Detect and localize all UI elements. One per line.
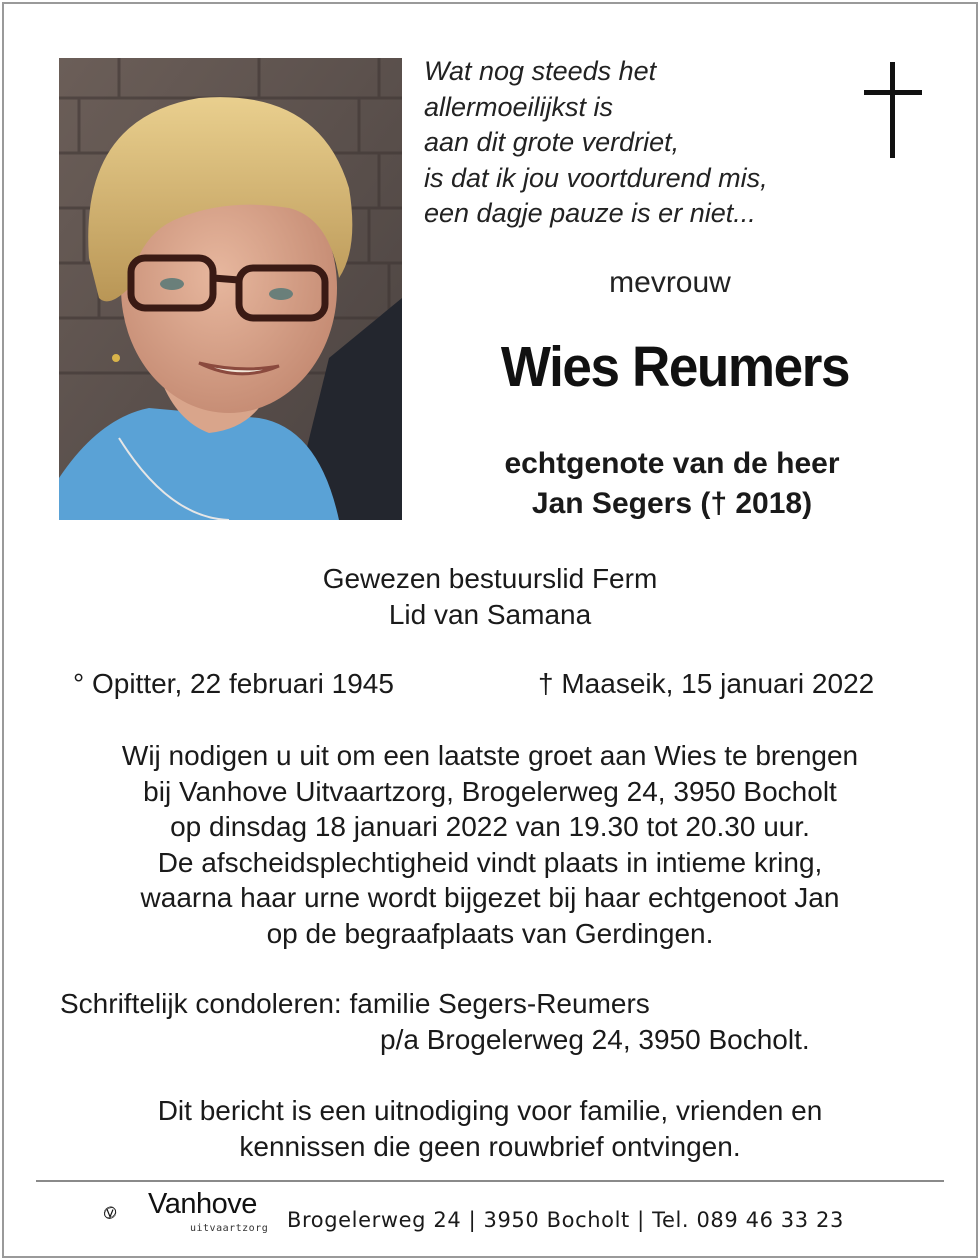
invitation-text xyxy=(0,738,980,951)
invitation-line: waarna haar urne wordt bijgezet bij haar echtgenoot Jan xyxy=(140,882,840,913)
notice-text xyxy=(0,1093,980,1164)
spouse-line: echtgenote van de heer xyxy=(504,447,840,480)
condolences-label: Schriftelijk condoleren: xyxy=(60,988,342,1019)
spouse-line: Jan Segers († 2018) xyxy=(531,487,813,520)
condolences xyxy=(60,986,810,1057)
poem-line: een dagje pauze is er niet... xyxy=(424,198,756,228)
condolences-address: p/a Brogelerweg 24, 3950 Bocholt. xyxy=(380,1023,810,1055)
birth-date: ° Opitter, 22 februari 1945 xyxy=(73,668,394,699)
cross-icon xyxy=(864,62,922,158)
poem-line: Wat nog steeds het xyxy=(424,56,657,86)
deceased-title: mevrouw xyxy=(609,266,731,299)
invitation-line: Wij nodigen u uit om een laatste groet aan Wies te brengen xyxy=(121,740,859,771)
footer-divider xyxy=(36,1180,944,1182)
notice-line: Dit bericht is een uitnodiging voor familie, vrienden en xyxy=(157,1095,823,1126)
condolences-name: familie Segers-Reumers xyxy=(349,988,650,1019)
spouse-info xyxy=(430,444,914,524)
membership-line: Gewezen bestuurslid Ferm xyxy=(322,563,658,594)
poem-line: allermoeilijkst is xyxy=(424,91,614,122)
memberships xyxy=(0,561,980,632)
membership-line: Lid van Samana xyxy=(388,598,592,630)
invitation-line: op de begraafplaats van Gerdingen. xyxy=(266,917,714,949)
logo-subtitle: uitvaartzorg xyxy=(190,1223,269,1234)
deceased-name: Wies Reumers xyxy=(500,335,850,399)
vanhove-logo-icon xyxy=(103,1188,153,1238)
portrait-photo xyxy=(59,58,402,520)
death-date: † Maaseik, 15 januari 2022 xyxy=(538,668,875,699)
poem xyxy=(424,54,844,232)
footer-contact: Brogelerweg 24 | 3950 Bocholt | Tel. 089 46 33 23 xyxy=(287,1208,844,1232)
logo-name: Vanhove xyxy=(148,1188,257,1220)
notice-line: kennissen die geen rouwbrief ontvingen. xyxy=(239,1130,741,1162)
invitation-line: op dinsdag 18 januari 2022 van 19.30 tot 20.30 uur. xyxy=(170,811,810,842)
invitation-line: De afscheidsplechtigheid vindt plaats in intieme kring, xyxy=(157,846,823,878)
poem-line: is dat ik jou voortdurend mis, xyxy=(424,162,768,193)
poem-line: aan dit grote verdriet, xyxy=(424,127,680,157)
invitation-line: bij Vanhove Uitvaartzorg, Brogelerweg 24, 3950 Bocholt xyxy=(143,775,837,807)
